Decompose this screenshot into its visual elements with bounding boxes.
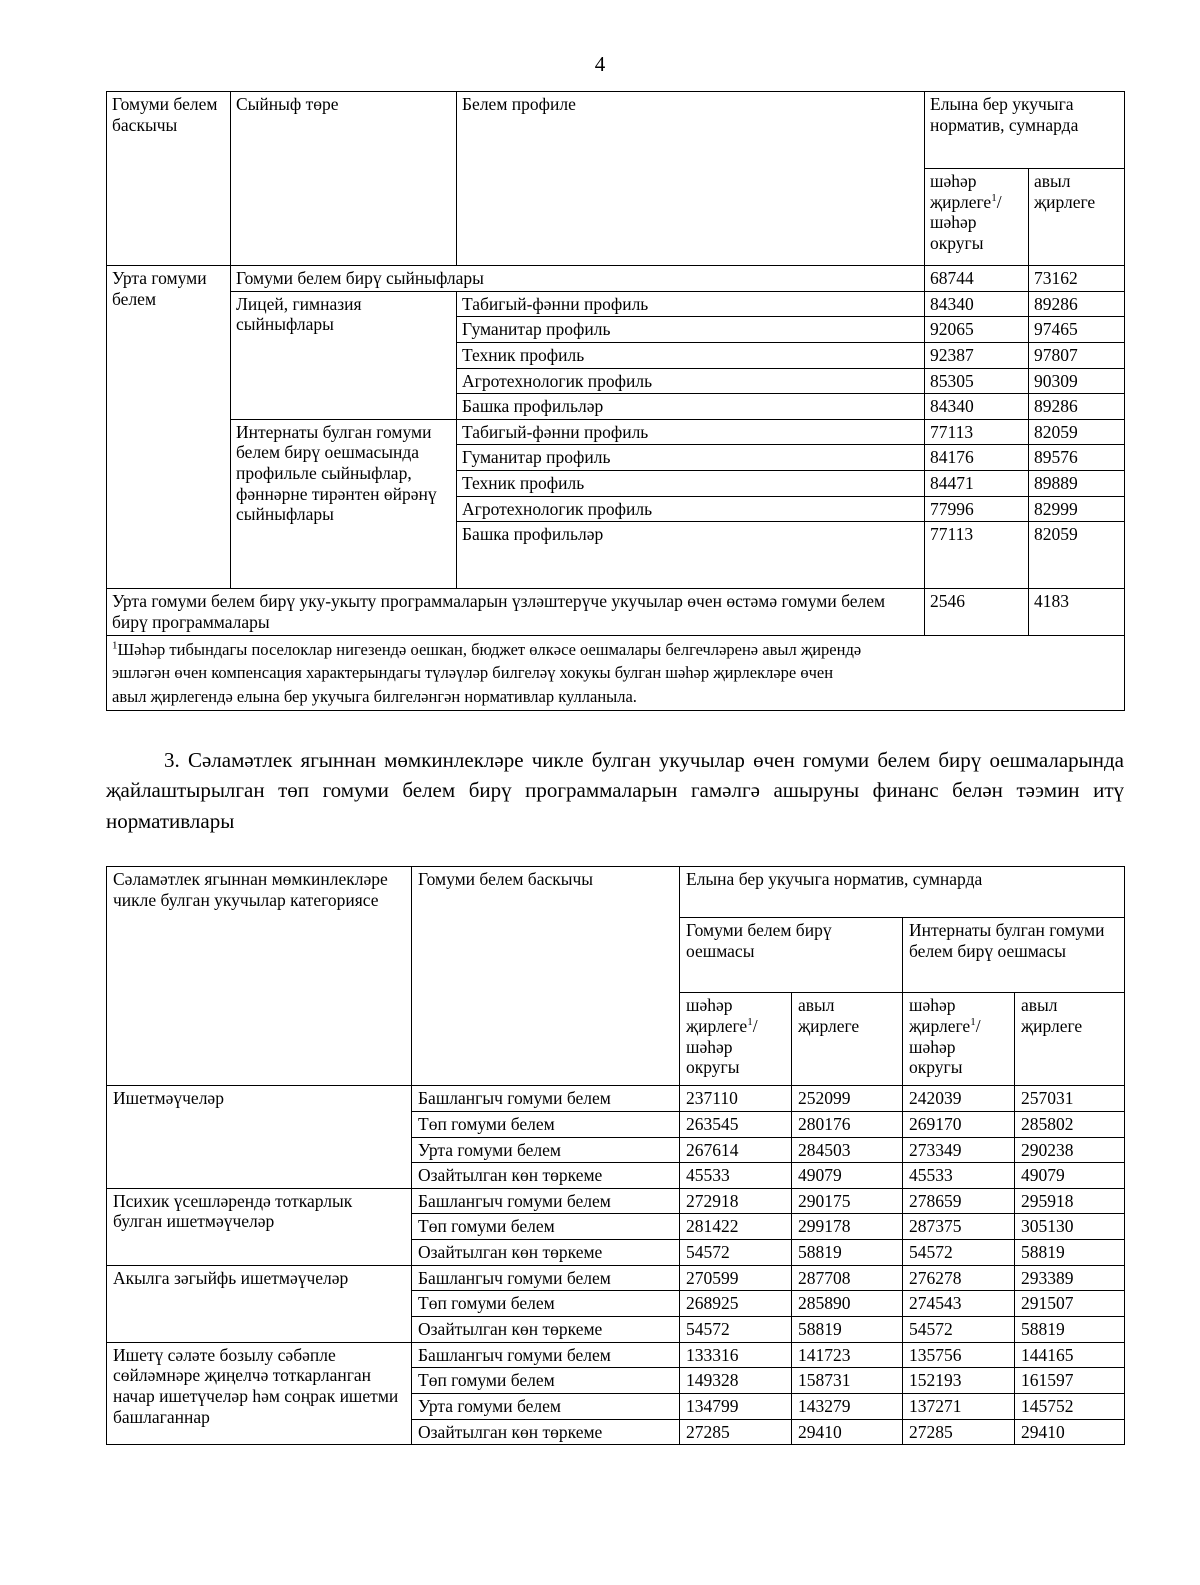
table1-value-rural: 82059 [1029, 522, 1125, 589]
table2-header-group-regular: Гомуми белем бирү оешмасы [680, 918, 903, 993]
table2-header-row-1 [107, 867, 1125, 918]
table2-value-a-rural: 280176 [792, 1111, 903, 1137]
table2-value-b-city: 152193 [903, 1368, 1015, 1394]
table2-container [0, 866, 1200, 1445]
sub-city-sup: 1 [970, 1016, 976, 1029]
table2-stage: Башлангыч гомуми белем [412, 1188, 680, 1214]
table2-stage: Төп гомуми белем [412, 1368, 680, 1394]
table2-value-a-city: 272918 [680, 1188, 792, 1214]
sub-city-l1: шәһәр [686, 995, 733, 1016]
table2-header-regular-rural [792, 993, 903, 1086]
table1-value-rural: 82059 [1029, 419, 1125, 445]
table2-value-b-city: 54572 [903, 1317, 1015, 1343]
table2-stage: Башлангыч гомуми белем [412, 1265, 680, 1291]
table2-value-b-rural: 144165 [1015, 1342, 1125, 1368]
table-row [107, 1342, 1125, 1368]
sub-rural-l2: җирлеге [1021, 1015, 1083, 1036]
table2-value-a-rural: 58819 [792, 1240, 903, 1266]
table2-stage: Башлангыч гомуми белем [412, 1086, 680, 1112]
table2-value-a-city: 270599 [680, 1265, 792, 1291]
table1-value-city: 84340 [925, 291, 1029, 317]
sub-rural-l1: авыл [1021, 995, 1058, 1016]
table2-value-a-rural: 287708 [792, 1265, 903, 1291]
table2-value-a-city: 237110 [680, 1086, 792, 1112]
table1-value-city: 84176 [925, 445, 1029, 471]
table2-stage: Озайтылган көн төркеме [412, 1419, 680, 1445]
table2-value-a-rural: 29410 [792, 1419, 903, 1445]
sub-city-l1: шәһәр [909, 995, 956, 1016]
norms-table-disabilities [106, 866, 1125, 1445]
table1-header-classtype: Сыйныф төре [231, 92, 457, 266]
table1-profile: Табигый-фәнни профиль [457, 291, 925, 317]
table1-header-rural-l1: авыл [1034, 171, 1071, 191]
table1-value-rural: 97465 [1029, 317, 1125, 343]
table1-footnote-row [107, 635, 1125, 710]
table1-profile: Агротехнологик профиль [457, 496, 925, 522]
sub-rural-l1: авыл [798, 995, 835, 1016]
table2-value-b-rural: 290238 [1015, 1137, 1125, 1163]
table1-profile: Агротехнологик профиль [457, 368, 925, 394]
section-3-paragraph: 3. Сәламәтлек ягыннан мөмкинлекләре чикле булган укучылар өчен гомуми белем бирү оешмаларында җайлаштырылган төп гомуми белем бирү программаларын гамәлгә ашыруны финанс белән тәэмин итү нормативлары [106, 747, 1124, 833]
table1-footnote [107, 635, 1125, 710]
table1-header-city-l2: җирлеге [930, 191, 992, 212]
table2-stage: Озайтылган көн төркеме [412, 1317, 680, 1343]
table2-value-b-city: 27285 [903, 1419, 1015, 1445]
table-row [107, 419, 1125, 445]
table2-header-boarding-rural [1015, 993, 1125, 1086]
sub-city-slash: / [752, 1015, 758, 1036]
table-row [107, 291, 1125, 317]
table2-stage: Озайтылган көн төркеме [412, 1163, 680, 1189]
table1-value-rural: 73162 [1029, 266, 1125, 292]
table2-value-b-city: 273349 [903, 1137, 1015, 1163]
table1-header-stage: Гомуми белем баскычы [107, 92, 231, 266]
table2-value-a-rural: 141723 [792, 1342, 903, 1368]
table1-value-rural: 97807 [1029, 342, 1125, 368]
table1-value-city: 92387 [925, 342, 1029, 368]
table1-header-row-1 [107, 92, 1125, 169]
table2-value-b-city: 287375 [903, 1214, 1015, 1240]
table2-category: Ишетү сәләте бозылу сәбәпле сөйләмнәре җиңелчә тоткарланган начар ишетүчеләр һәм соңрак ишетми башлаганнар [107, 1342, 412, 1445]
table-row [107, 1265, 1125, 1291]
table1-header-city-sup: 1 [991, 191, 997, 204]
table1-value-rural: 89576 [1029, 445, 1125, 471]
footnote-marker: 1 [112, 639, 118, 652]
sub-city-l2: җирлеге [909, 1015, 971, 1036]
table1-profile: Техник профиль [457, 471, 925, 497]
table1-extra-programs-label: Урта гомуми белем бирү уку-укыту программаларын үзләштерүче укучылар өчен өстәмә гомуми белем бирү программалары [107, 589, 925, 635]
table1-profile: Гуманитар профиль [457, 317, 925, 343]
table1-footnote-line-1 [112, 638, 1119, 661]
table1-value-rural: 4183 [1029, 589, 1125, 635]
table2-value-a-city: 27285 [680, 1419, 792, 1445]
table2-value-b-city: 137271 [903, 1393, 1015, 1419]
table1-value-city: 68744 [925, 266, 1029, 292]
table1-stage-cell: Урта гомуми белем [107, 266, 231, 589]
table1-classtype-0: Гомуми белем бирү сыйныфлары [231, 266, 925, 292]
table2-value-a-city: 133316 [680, 1342, 792, 1368]
table2-value-b-rural: 58819 [1015, 1240, 1125, 1266]
table1-value-rural: 89889 [1029, 471, 1125, 497]
table2-value-a-rural: 290175 [792, 1188, 903, 1214]
table1-value-city: 92065 [925, 317, 1029, 343]
table2-value-a-city: 54572 [680, 1240, 792, 1266]
table2-value-b-rural: 49079 [1015, 1163, 1125, 1189]
table-row [107, 266, 1125, 292]
page-number: 4 [594, 52, 606, 76]
table2-value-b-rural: 161597 [1015, 1368, 1125, 1394]
table1-value-rural: 90309 [1029, 368, 1125, 394]
table1-profile: Табигый-фәнни профиль [457, 419, 925, 445]
table2-stage: Озайтылган көн төркеме [412, 1240, 680, 1266]
table1-value-city: 2546 [925, 589, 1029, 635]
table2-header-category: Сәламәтлек ягыннан мөмкинлекләре чикле булган укучылар категориясе [107, 867, 412, 1086]
table1-profile: Гуманитар профиль [457, 445, 925, 471]
table2-value-a-rural: 299178 [792, 1214, 903, 1240]
sub-city-l3: шәһәр [909, 1036, 956, 1057]
table1-footnote-line-2: эшләгән өчен компенсация характерындагы түләүләр билгеләү хокукы булган шәһәр җирлекләре өчен [112, 663, 834, 683]
table2-value-b-city: 45533 [903, 1163, 1015, 1189]
table1-value-city: 77113 [925, 419, 1029, 445]
table2-value-b-city: 135756 [903, 1342, 1015, 1368]
table2-value-b-rural: 285802 [1015, 1111, 1125, 1137]
table2-value-a-city: 267614 [680, 1137, 792, 1163]
table2-value-a-rural: 58819 [792, 1317, 903, 1343]
table1-header-profile: Белем профиле [457, 92, 925, 266]
table2-value-b-rural: 291507 [1015, 1291, 1125, 1317]
table-row [107, 1188, 1125, 1214]
table2-header-regular-city [680, 993, 792, 1086]
sub-city-slash: / [975, 1015, 981, 1036]
sub-city-l3: шәһәр [686, 1036, 733, 1057]
table2-value-a-rural: 284503 [792, 1137, 903, 1163]
table1-header-city-l4: округы [930, 232, 984, 253]
sub-city-sup: 1 [747, 1016, 753, 1029]
table2-value-b-rural: 293389 [1015, 1265, 1125, 1291]
table2-value-a-city: 45533 [680, 1163, 792, 1189]
table2-value-b-city: 242039 [903, 1086, 1015, 1112]
table2-value-a-city: 268925 [680, 1291, 792, 1317]
table2-value-b-city: 54572 [903, 1240, 1015, 1266]
table2-category: Акылга зәгыйфь ишетмәүчеләр [107, 1265, 412, 1342]
table2-value-a-city: 281422 [680, 1214, 792, 1240]
table1-header-city-slash: / [996, 191, 1002, 212]
table2-value-a-rural: 252099 [792, 1086, 903, 1112]
norms-table-general-education [106, 91, 1125, 711]
sub-city-l4: округы [686, 1057, 740, 1078]
table1-footnote-line-3: авыл җирлегендә елына бер укучыга билгеләнгән нормативлар кулланыла. [112, 686, 637, 706]
table1-profile: Техник профиль [457, 342, 925, 368]
table2-value-a-city: 263545 [680, 1111, 792, 1137]
table1-profile: Башка профильләр [457, 522, 925, 589]
table2-category: Ишетмәүчеләр [107, 1086, 412, 1189]
table2-value-b-rural: 58819 [1015, 1317, 1125, 1343]
table1-header-rural-l2: җирлеге [1034, 191, 1096, 212]
table2-stage: Төп гомуми белем [412, 1214, 680, 1240]
table1-value-city: 77996 [925, 496, 1029, 522]
table1-header-rural [1029, 169, 1125, 266]
table2-value-a-rural: 285890 [792, 1291, 903, 1317]
table1-classtype-1: Лицей, гимназия сыйныфлары [231, 291, 457, 419]
table2-value-a-rural: 143279 [792, 1393, 903, 1419]
sub-city-l4: округы [909, 1057, 963, 1078]
table1-profile: Башка профильләр [457, 394, 925, 420]
table2-value-b-city: 276278 [903, 1265, 1015, 1291]
table2-stage: Төп гомуми белем [412, 1291, 680, 1317]
table2-value-a-rural: 49079 [792, 1163, 903, 1189]
table1-value-city: 77113 [925, 522, 1029, 589]
table2-value-a-rural: 158731 [792, 1368, 903, 1394]
table1-classtype-2: Интернаты булган гомуми белем бирү оешмасында профильле сыйныфлар, фәннәрне тирәнтен өйрәнү сыйныфлары [231, 419, 457, 589]
table2-stage: Урта гомуми белем [412, 1393, 680, 1419]
table2-value-b-rural: 305130 [1015, 1214, 1125, 1240]
table2-value-a-city: 134799 [680, 1393, 792, 1419]
table1-header-city [925, 169, 1029, 266]
sub-city-l2: җирлеге [686, 1015, 748, 1036]
table2-stage: Урта гомуми белем [412, 1137, 680, 1163]
table1-header-city-l3: шәһәр [930, 212, 977, 233]
table2-value-b-rural: 29410 [1015, 1419, 1125, 1445]
table1-header-city-l1: шәһәр [930, 171, 977, 191]
table1-header-norm-group: Елына бер укучыга норматив, сумнарда [925, 92, 1125, 169]
table2-value-b-rural: 295918 [1015, 1188, 1125, 1214]
table2-stage: Төп гомуми белем [412, 1111, 680, 1137]
table2-header-norm-group: Елына бер укучыга норматив, сумнарда [680, 867, 1125, 918]
table2-header-stage: Гомуми белем баскычы [412, 867, 680, 1086]
table-row [107, 589, 1125, 635]
table1-value-city: 84471 [925, 471, 1029, 497]
table-row [107, 1086, 1125, 1112]
table2-value-b-city: 274543 [903, 1291, 1015, 1317]
table1-value-city: 85305 [925, 368, 1029, 394]
table2-header-boarding-city [903, 993, 1015, 1086]
table1-value-rural: 82999 [1029, 496, 1125, 522]
table2-value-b-city: 278659 [903, 1188, 1015, 1214]
table1-value-rural: 89286 [1029, 291, 1125, 317]
table2-value-b-city: 269170 [903, 1111, 1015, 1137]
table2-stage: Башлангыч гомуми белем [412, 1342, 680, 1368]
footnote-text-1: Шәһәр тибындагы поселоклар нигезендә оешкан, бюджет өлкәсе оешмалары белгечләренә авыл җирендә [117, 639, 862, 659]
table2-value-b-rural: 257031 [1015, 1086, 1125, 1112]
table2-value-b-rural: 145752 [1015, 1393, 1125, 1419]
table2-value-a-city: 149328 [680, 1368, 792, 1394]
table2-category: Психик үсешләрендә тоткарлык булган ишетмәүчеләр [107, 1188, 412, 1265]
table1-value-rural: 89286 [1029, 394, 1125, 420]
table1-container [0, 91, 1200, 711]
sub-rural-l2: җирлеге [798, 1015, 860, 1036]
table2-value-a-city: 54572 [680, 1317, 792, 1343]
table2-header-group-boarding: Интернаты булган гомуми белем бирү оешмасы [903, 918, 1125, 993]
table1-value-city: 84340 [925, 394, 1029, 420]
